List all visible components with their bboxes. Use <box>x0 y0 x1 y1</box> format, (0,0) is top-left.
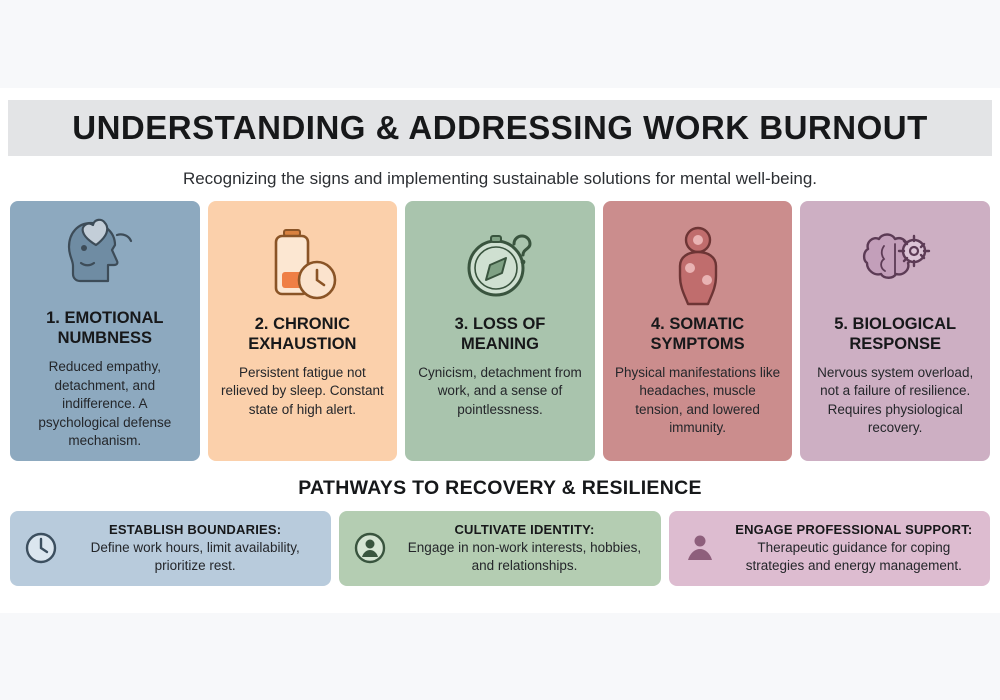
card-title: 2. CHRONIC EXHAUSTION <box>248 315 357 353</box>
infographic-canvas <box>0 88 1000 613</box>
card-description: Persistent fatigue not relieved by sleep. Constant state of high alert. <box>220 364 384 417</box>
compass-question-icon <box>452 215 548 311</box>
section-heading-pathways: PATHWAYS TO RECOVERY & RESILIENCE <box>298 477 702 499</box>
card-title: 5. BIOLOGICAL RESPONSE <box>834 315 957 353</box>
page-title: UNDERSTANDING & ADDRESSING WORK BURNOUT <box>72 109 928 146</box>
pathway-description: Engage in non-work interests, hobbies, and relationships. <box>407 540 642 573</box>
symptom-cards <box>8 201 992 461</box>
support-person-icon <box>681 529 719 567</box>
pathway-text <box>400 522 648 575</box>
brain-gear-icon <box>847 215 943 311</box>
pathway-description: Therapeutic guidance for coping strategies and energy management. <box>745 540 962 573</box>
card-description: Nervous system overload, not a failure of resilience. Requires physiological recovery. <box>817 364 974 436</box>
pathway-establish-boundaries <box>10 511 331 586</box>
card-emotional-numbness <box>10 201 200 461</box>
pathway-description: Define work hours, limit availability, prioritize rest. <box>90 540 300 573</box>
pathway-cultivate-identity <box>339 511 660 586</box>
pathway-text <box>730 522 978 575</box>
pathway-title: ESTABLISH BOUNDARIES: <box>109 522 282 537</box>
card-title: 1. EMOTIONAL NUMBNESS <box>46 309 164 348</box>
pathway-title: ENGAGE PROFESSIONAL SUPPORT: <box>735 522 973 537</box>
card-description: Cynicism, detachment from work, and a sense of pointlessness. <box>418 364 582 417</box>
card-somatic-symptoms <box>603 201 793 461</box>
battery-clock-icon <box>254 215 350 311</box>
pathway-engage-professional-support <box>669 511 990 586</box>
card-description: Physical manifestations like headaches, muscle tension, and lowered immunity. <box>615 364 781 436</box>
pathway-title: CULTIVATE IDENTITY: <box>454 522 595 537</box>
pathway-cards <box>8 511 992 586</box>
card-description: Reduced empathy, detachment, and indifference. A psychological defense mechanism. <box>38 358 172 449</box>
page-subtitle: Recognizing the signs and implementing sustainable solutions for mental well-being. <box>182 169 818 188</box>
body-pain-icon <box>650 215 746 311</box>
title-banner <box>8 100 992 156</box>
card-title: 3. LOSS OF MEANING <box>454 315 546 353</box>
clock-icon <box>22 529 60 567</box>
pathway-text <box>71 522 319 575</box>
card-loss-of-meaning <box>405 201 595 461</box>
card-title: 4. SOMATIC SYMPTOMS <box>650 315 745 353</box>
head-heart-icon <box>57 215 153 305</box>
person-circle-icon <box>351 529 389 567</box>
card-biological-response <box>800 201 990 461</box>
card-chronic-exhaustion <box>208 201 398 461</box>
